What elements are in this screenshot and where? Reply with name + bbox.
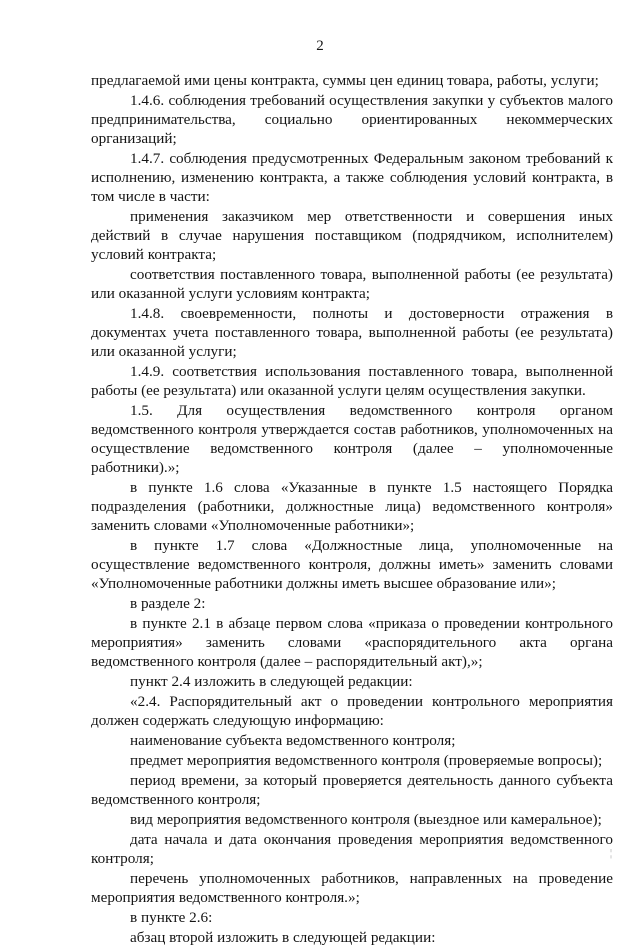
paragraph-11: в разделе 2: bbox=[130, 595, 206, 612]
paragraph-9: в пункте 1.6 слова «Указанные в пункте 1.5 настоящего Порядка подразделения (работники, должностные лица) ведомственного контроля» заменить словами «Уполномоченные работники»; bbox=[91, 479, 613, 534]
paragraph-5: соответствия поставленного товара, выполненной работы (ее результата) или оказанной услуги условиям контракта; bbox=[91, 266, 613, 302]
paragraph-12: в пункте 2.1 в абзаце первом слова «приказа о проведении контрольного мероприятия» заменить словами «распорядительного акта органа ведомственного контроля (далее – распорядительный акт),»; bbox=[91, 615, 613, 670]
paragraph-8: 1.5. Для осуществления ведомственного контроля органом ведомственного контроля утверждается состав работников, уполномоченных на осуществление ведомственного контроля (далее – уполномоченные работники).»; bbox=[91, 402, 613, 476]
paragraph-1: предлагаемой ими цены контракта, суммы цен единиц товара, работы, услуги; bbox=[91, 72, 599, 89]
paragraph-18: вид мероприятия ведомственного контроля (выездное или камеральное); bbox=[130, 811, 602, 828]
paragraph-21: в пункте 2.6: bbox=[130, 909, 213, 926]
paragraph-2: 1.4.6. соблюдения требований осуществления закупки у субъектов малого предпринимательства, социально ориентированных некоммерческих организаций; bbox=[91, 92, 613, 147]
paragraph-13: пункт 2.4 изложить в следующей редакции: bbox=[130, 673, 413, 690]
paragraph-17: период времени, за который проверяется деятельность данного субъекта ведомственного контроля; bbox=[91, 772, 613, 808]
paragraph-15: наименование субъекта ведомственного контроля; bbox=[130, 732, 456, 749]
paragraph-22: абзац второй изложить в следующей редакции: bbox=[130, 929, 436, 946]
paragraph-6: 1.4.8. своевременности, полноты и достоверности отражения в документах учета поставленного товара, выполненной работы (ее результата) или оказанной услуги; bbox=[91, 305, 613, 360]
document-body bbox=[91, 71, 613, 948]
paragraph-16: предмет мероприятия ведомственного контроля (проверяемые вопросы); bbox=[130, 752, 603, 769]
paragraph-4: применения заказчиком мер ответственности и совершения иных действий в случае нарушения поставщиком (подрядчиком, исполнителем) условий контракта; bbox=[91, 208, 613, 263]
paragraph-20: перечень уполномоченных работников, направленных на проведение мероприятия ведомственного контроля.»; bbox=[91, 870, 613, 906]
paragraph-3: 1.4.7. соблюдения предусмотренных Федеральным законом требований к исполнению, изменению контракта, а также соблюдения условий контракта, в том числе в части: bbox=[91, 150, 613, 205]
paragraph-7: 1.4.9. соответствия использования поставленного товара, выполненной работы (ее результата) или оказанной услуги целям осуществления закупки. bbox=[91, 363, 613, 399]
page-number: 2 bbox=[316, 38, 324, 54]
scan-artifact: ¦ bbox=[609, 848, 612, 859]
paragraph-19: дата начала и дата окончания проведения мероприятия ведомственного контроля; bbox=[91, 831, 613, 867]
paragraph-10: в пункте 1.7 слова «Должностные лица, уполномоченные на осуществление ведомственного контроля, должны иметь» заменить словами «Уполномоченные работники должны иметь высшее образование или»; bbox=[91, 537, 613, 592]
paragraph-14: «2.4. Распорядительный акт о проведении контрольного мероприятия должен содержать следующую информацию: bbox=[91, 693, 613, 729]
